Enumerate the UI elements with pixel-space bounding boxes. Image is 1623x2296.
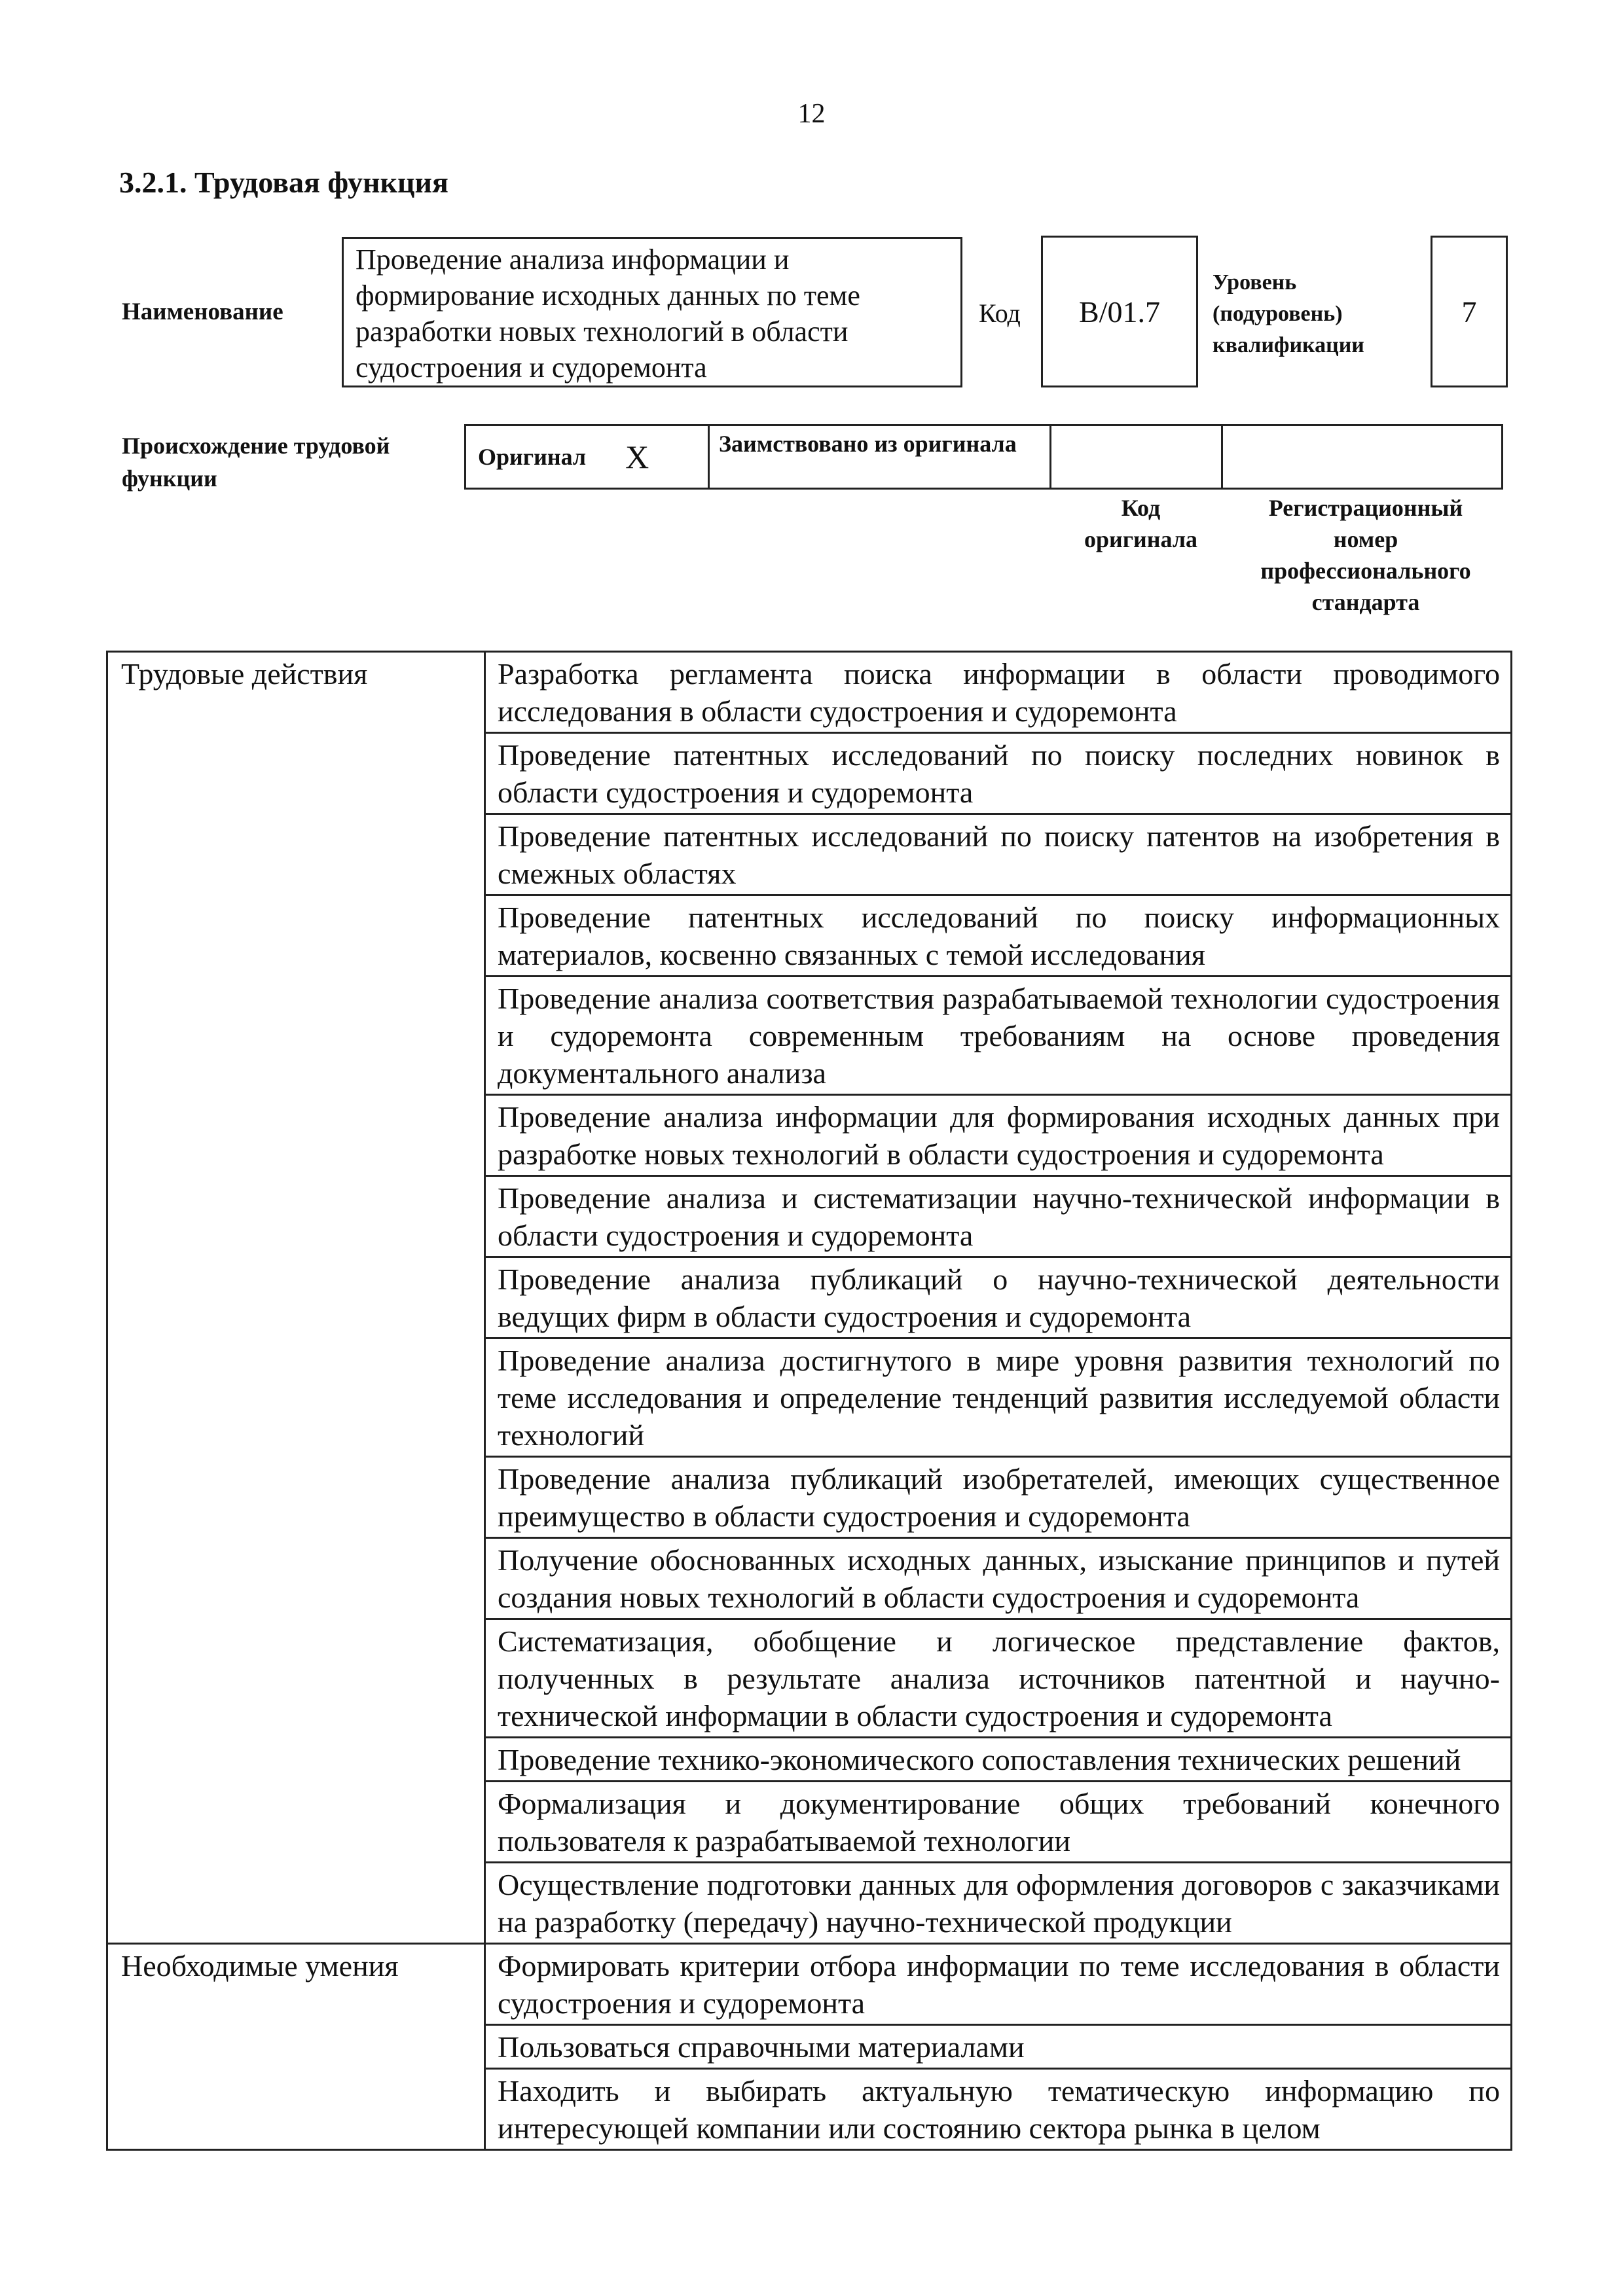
labor-actions-item: Проведение анализа информации для формирования исходных данных при разработке новых технологий в области судостроения и судоремонта — [485, 1095, 1512, 1176]
caption-line: профессионального — [1260, 558, 1471, 584]
level-label-line: квалификации — [1213, 333, 1364, 357]
labor-actions-item: Проведение технико-экономического сопоставления технических решений — [485, 1738, 1512, 1782]
required-skills-item: Пользоваться справочными материалами — [485, 2025, 1512, 2069]
original-cell — [464, 424, 710, 490]
registration-number-cell — [1221, 424, 1503, 490]
caption-line: стандарта — [1311, 589, 1420, 615]
origin-label — [122, 429, 390, 495]
code-value: B/01.7 — [1041, 236, 1198, 387]
required-skills-header: Необходимые умения — [107, 1944, 485, 2150]
original-label: Оригинал — [478, 444, 587, 470]
level-label-line: (подуровень) — [1213, 302, 1343, 326]
labor-actions-item: Проведение анализа публикаций о научно-технической деятельности ведущих фирм в области судостроения и судоремонта — [485, 1257, 1512, 1338]
caption-line: Регистрационный — [1268, 495, 1463, 521]
labor-actions-item: Проведение анализа публикаций изобретателей, имеющих существенное преимущество в области судостроения и судоремонта — [485, 1457, 1512, 1538]
registration-number-caption — [1224, 492, 1507, 618]
labor-actions-item: Проведение анализа и систематизации научно-технической информации в области судостроения и судоремонта — [485, 1176, 1512, 1257]
level-label — [1213, 267, 1364, 361]
labor-actions-item: Разработка регламента поиска информации в области проводимого исследования в области судостроения и судоремонта — [485, 652, 1512, 733]
name-label: Наименование — [122, 298, 283, 325]
origin-label-line: Происхождение трудовой — [122, 433, 390, 459]
labor-function-table — [106, 651, 1512, 2151]
labor-actions-item: Получение обоснованных исходных данных, изыскание принципов и путей создания новых технологий в области судостроения и судоремонта — [485, 1538, 1512, 1619]
labor-actions-item: Проведение патентных исследований по поиску патентов на изобретения в смежных областях — [485, 814, 1512, 895]
borrowed-label: Заимствовано из оригинала — [708, 424, 1051, 490]
required-skills-item: Находить и выбирать актуальную тематическую информацию по интересующей компании или состоянию сектора рынка в целом — [485, 2069, 1512, 2150]
caption-line: Код — [1121, 495, 1161, 521]
original-code-cell — [1049, 424, 1223, 490]
table-body — [107, 652, 1512, 2150]
level-label-line: Уровень — [1213, 270, 1297, 295]
original-code-caption — [1054, 492, 1228, 555]
level-value: 7 — [1431, 236, 1508, 387]
labor-actions-item: Проведение патентных исследований по поиску последних новинок в области судостроения и судоремонта — [485, 733, 1512, 814]
labor-actions-item: Осуществление подготовки данных для оформления договоров с заказчиками на разработку (передачу) научно-технической продукции — [485, 1863, 1512, 1944]
code-label: Код — [979, 298, 1021, 328]
original-mark: X — [625, 439, 649, 475]
origin-label-line: функции — [122, 465, 217, 492]
section-title: 3.2.1. Трудовая функция — [119, 166, 448, 199]
labor-actions-item: Формализация и документирование общих требований конечного пользователя к разрабатываемой технологии — [485, 1782, 1512, 1863]
page-number: 12 — [797, 99, 826, 129]
labor-actions-header: Трудовые действия — [107, 652, 485, 1944]
caption-line: номер — [1333, 526, 1398, 552]
table-row — [107, 1944, 1512, 2025]
origin-table — [466, 424, 1507, 490]
function-name-value: Проведение анализа информации и формирование исходных данных по теме разработки новых технологий в области судостроения и судоремонта — [342, 237, 962, 387]
labor-actions-item: Проведение анализа достигнутого в мире уровня развития технологий по теме исследования и определение тенденций развития исследуемой области технологий — [485, 1338, 1512, 1457]
table-row — [107, 652, 1512, 733]
labor-actions-item: Проведение анализа соответствия разрабатываемой технологии судостроения и судоремонта современным требованиям на основе проведения документального анализа — [485, 977, 1512, 1095]
caption-line: оригинала — [1084, 526, 1198, 552]
labor-actions-item: Систематизация, обобщение и логическое представление фактов, полученных в результате анализа источников патентной и научно-технической информации в области судостроения и судоремонта — [485, 1619, 1512, 1738]
required-skills-item: Формировать критерии отбора информации по теме исследования в области судостроения и судоремонта — [485, 1944, 1512, 2025]
labor-actions-item: Проведение патентных исследований по поиску информационных материалов, косвенно связанных с темой исследования — [485, 895, 1512, 977]
